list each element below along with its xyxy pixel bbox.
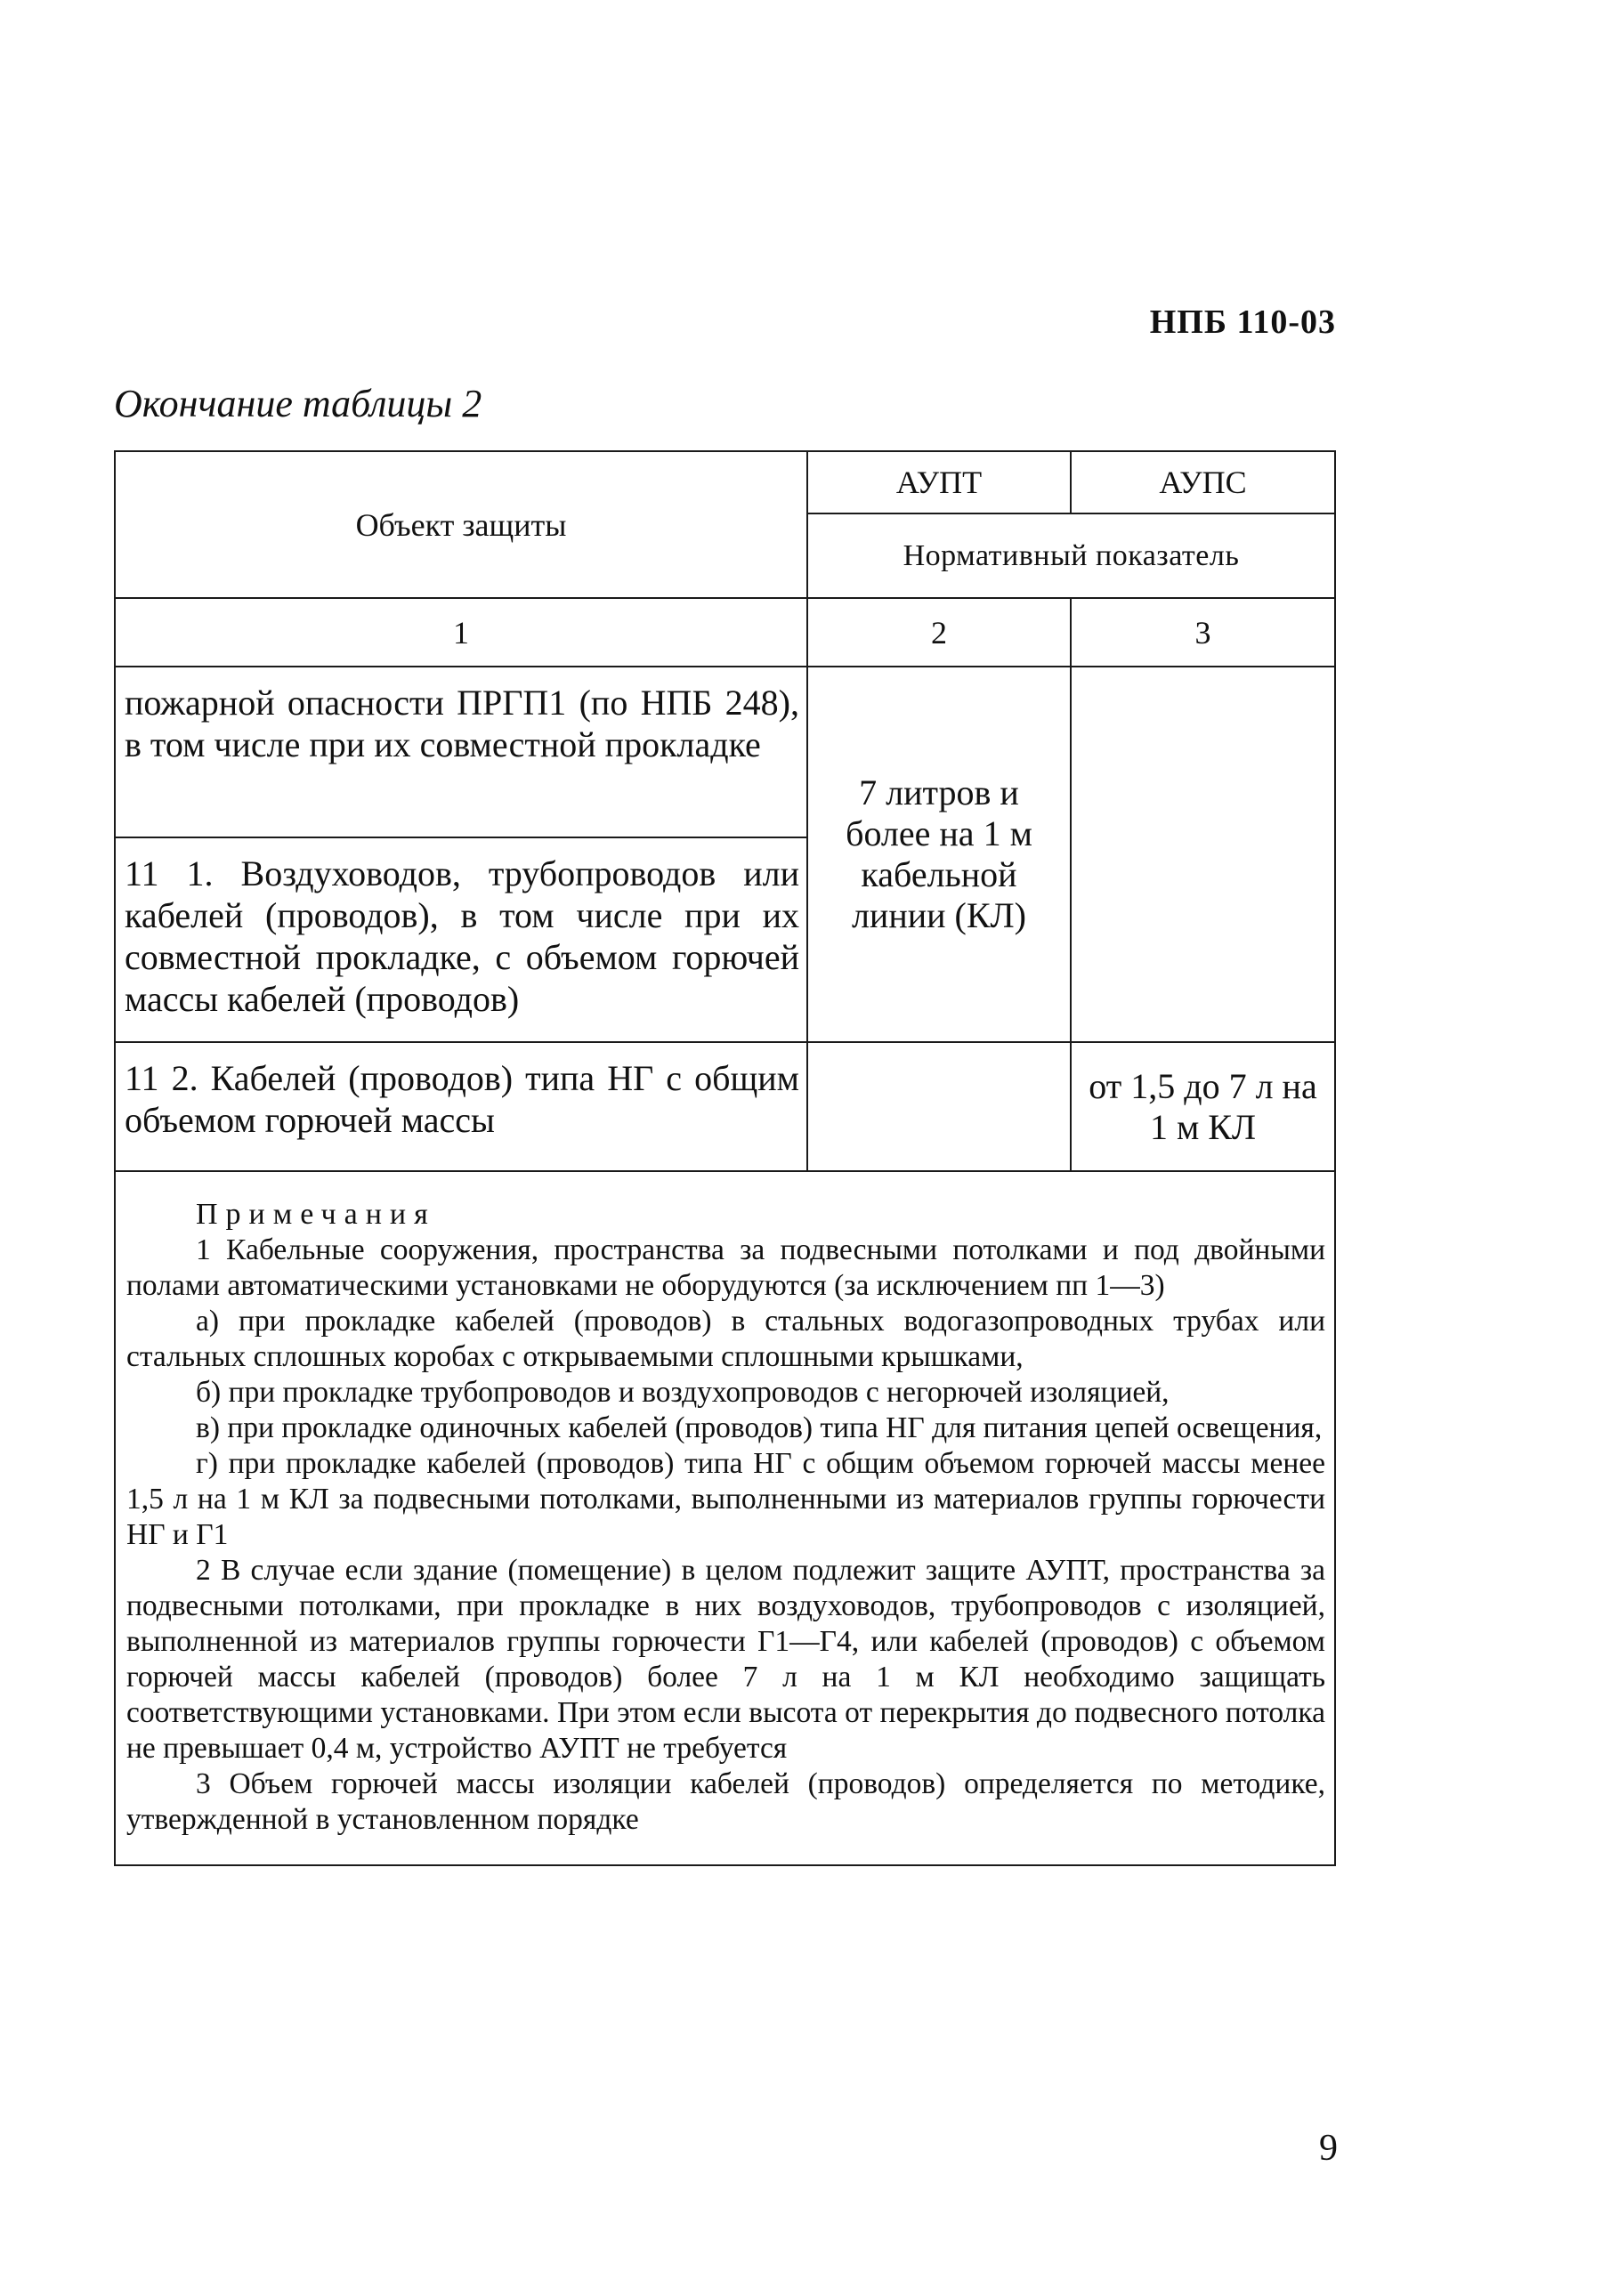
table-continuation-title: Окончание таблицы 2 [114, 382, 482, 425]
note-3: 3 Объем горючей массы изоляции кабелей (проводов) определяется по методике, утвержденной в установленном порядке [126, 1767, 1325, 1836]
notes-title: Примечания [196, 1198, 436, 1231]
notes-cell [115, 1171, 1335, 1865]
note-1c: в) при прокладке одиночных кабелей (проводов) типа НГ для питания цепей освещения, [196, 1411, 1323, 1444]
column-number-1: 1 [115, 598, 807, 667]
column-number-3: 3 [1071, 598, 1335, 667]
row-aups-cell [1071, 667, 1335, 1042]
column-number-2: 2 [807, 598, 1071, 667]
header-normative: Нормативный показатель [807, 513, 1335, 598]
note-1d: г) при прокладке кабелей (проводов) типа НГ с общим объемом горючей массы менее 1,5 л на 1 м КЛ за подвесными потолками, выполненными из материалов группы горючести НГ и Г1 [126, 1447, 1325, 1551]
row-object-cell: 11 2. Кабелей (проводов) типа НГ с общим объемом горючей массы [115, 1042, 807, 1171]
protection-table [114, 450, 1336, 1866]
header-aupt: АУПТ [807, 451, 1071, 513]
note-1: 1 Кабельные сооружения, пространства за подвесными потолками и под двойными полами автоматическими установками не оборудуются (за исключением пп 1—3) [126, 1233, 1325, 1302]
note-2: 2 В случае если здание (помещение) в целом подлежит защите АУПТ, пространства за подвесными потолками, при прокладке в них воздуховодов, трубопроводов с изоляцией, выполненной из материалов группы горючести Г1—Г4, или кабелей (проводов) с объемом горючей массы кабелей (проводов) более 7 л на 1 м КЛ необходимо защищать соответствующими установками. При этом если высота от перекрытия до подвесного потолка не превышает 0,4 м, устройство АУПТ не требуется [126, 1554, 1325, 1765]
header-object: Объект защиты [115, 451, 807, 598]
header-aups: АУПС [1071, 451, 1335, 513]
row-aups-cell: от 1,5 до 7 л на 1 м КЛ [1071, 1042, 1335, 1171]
row-aupt-cell [807, 1042, 1071, 1171]
row-object-cell: пожарной опасности ПРГП1 (по НПБ 248), в том числе при их совместной прокладке [115, 667, 807, 837]
document-code: НПБ 110-03 [1149, 303, 1336, 341]
page-number: 9 [1319, 2128, 1338, 2169]
note-1b: б) при прокладке трубопроводов и воздухопроводов с негорючей изоляцией, [196, 1376, 1170, 1409]
row-object-cell: 11 1. Воздуховодов, трубопроводов или кабелей (проводов), в том числе при их совместной прокладке, с объемом горючей массы кабелей (проводов) [115, 837, 807, 1042]
row-aupt-cell: 7 литров и более на 1 м кабельной линии (КЛ) [807, 667, 1071, 1042]
note-1a: а) при прокладке кабелей (проводов) в стальных водогазопроводных трубах или стальных сплошных коробах с открываемыми сплошными крышками, [126, 1305, 1325, 1373]
